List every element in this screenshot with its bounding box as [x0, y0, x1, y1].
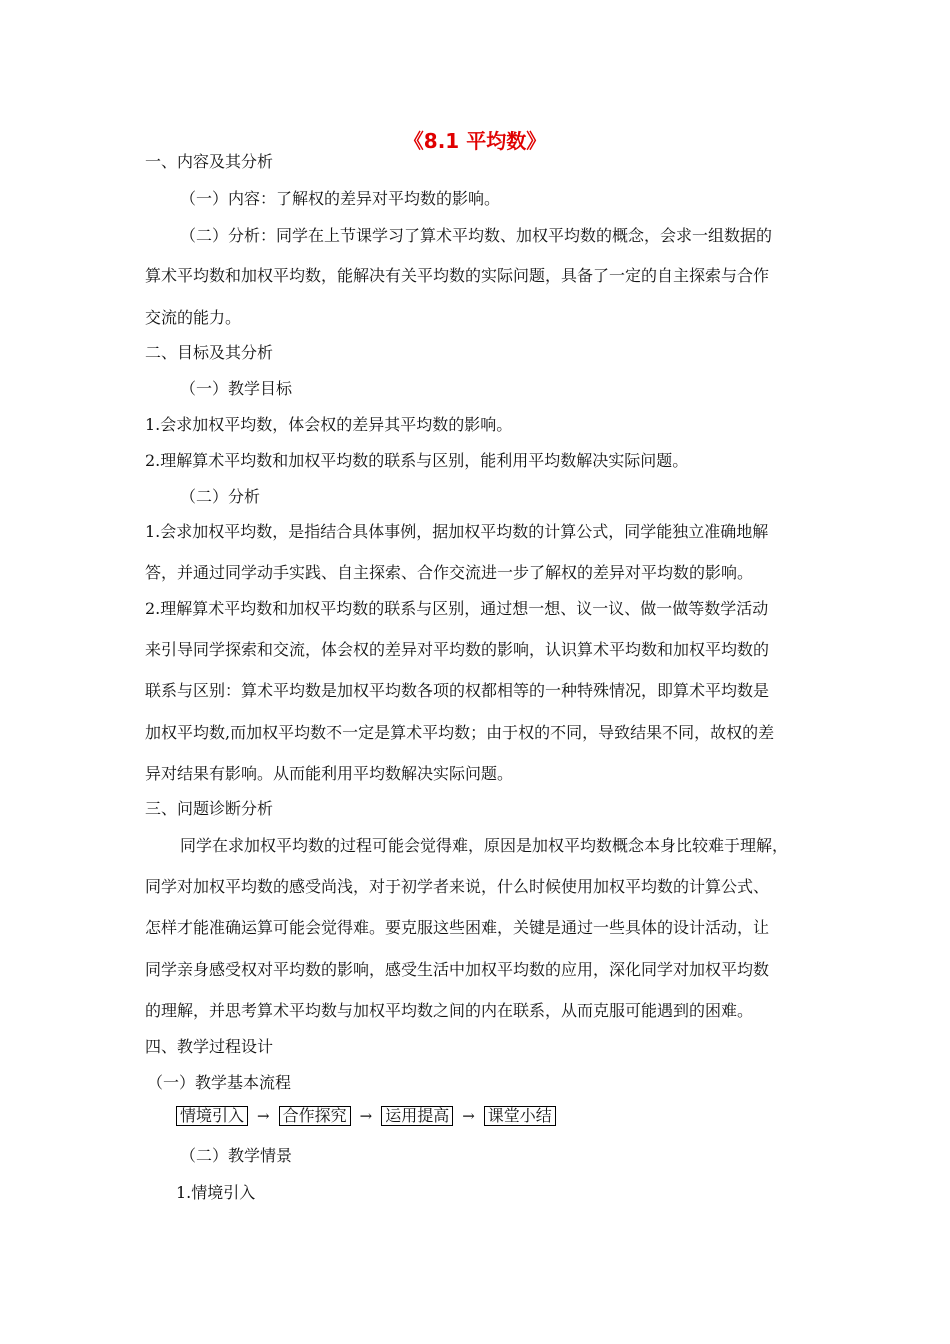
- section-1-analysis-line: 算术平均数和加权平均数，能解决有关平均数的实际问题，具备了一定的自主探索与合作: [145, 266, 770, 285]
- flow-step-explore: 合作探究: [279, 1106, 351, 1126]
- section-3-line: 同学在求加权平均数的过程可能会觉得难，原因是加权平均数概念本身比较难于理解，: [180, 836, 789, 855]
- section-3-line: 同学亲身感受权对平均数的影响，感受生活中加权平均数的应用，深化同学对加权平均数: [145, 960, 770, 979]
- analysis-line: 答，并通过同学动手实践、自主探索、合作交流进一步了解权的差异对平均数的影响。: [145, 563, 754, 582]
- analysis-line: 联系与区别：算术平均数是加权平均数各项的权都相等的一种特殊情况，即算术平均数是: [145, 681, 770, 700]
- analysis-line: 2.理解算术平均数和加权平均数的联系与区别，通过想一想、议一议、做一做等数学活动: [145, 599, 769, 618]
- section-3-line: 怎样才能准确运算可能会觉得难。要克服这些困难，关键是通过一些具体的设计活动，让: [145, 918, 770, 937]
- section-1-content: （一）内容：了解权的差异对平均数的影响。: [180, 189, 501, 208]
- analysis-line: 1.会求加权平均数，是指结合具体事例，据加权平均数的计算公式，同学能独立准确地解: [145, 522, 769, 541]
- teaching-flow: [176, 1106, 556, 1126]
- section-3-heading: 三、问题诊断分析: [145, 799, 274, 818]
- section-4-heading: 四、教学过程设计: [145, 1037, 274, 1056]
- analysis-line: 加权平均数,而加权平均数不一定是算术平均数；由于权的不同，导致结果不同，故权的差: [145, 723, 775, 742]
- section-3-line: 同学对加权平均数的感受尚浅，对于初学者来说，什么时候使用加权平均数的计算公式、: [145, 877, 770, 896]
- section-1-analysis-line: （二）分析：同学在上节课学习了算术平均数、加权平均数的概念，会求一组数据的: [180, 226, 773, 245]
- section-3-line: 的理解，并思考算术平均数与加权平均数之间的内在联系，从而克服可能遇到的困难。: [145, 1001, 754, 1020]
- analysis-heading: （二）分析: [180, 487, 261, 506]
- section-1-heading: 一、内容及其分析: [145, 152, 274, 171]
- scene-heading: （二）教学情景: [180, 1146, 293, 1165]
- flow-step-summary: 课堂小结: [484, 1106, 556, 1126]
- section-2-heading: 二、目标及其分析: [145, 343, 274, 362]
- goal-item: 1.会求加权平均数，体会权的差异其平均数的影响。: [145, 415, 513, 434]
- analysis-line: 来引导同学探索和交流，体会权的差异对平均数的影响，认识算术平均数和加权平均数的: [145, 640, 770, 659]
- arrow-right-icon: →: [257, 1107, 270, 1125]
- goal-item: 2.理解算术平均数和加权平均数的联系与区别，能利用平均数解决实际问题。: [145, 451, 689, 470]
- page-title: 《8.1 平均数》: [403, 129, 547, 153]
- flow-step-apply: 运用提高: [381, 1106, 453, 1126]
- flow-heading: （一）教学基本流程: [147, 1073, 292, 1092]
- flow-step-situation: 情境引入: [176, 1106, 248, 1126]
- arrow-right-icon: →: [462, 1107, 475, 1125]
- scene-item: 1.情境引入: [176, 1183, 256, 1202]
- goals-heading: （一）教学目标: [180, 379, 293, 398]
- analysis-line: 异对结果有影响。从而能利用平均数解决实际问题。: [145, 764, 514, 783]
- section-1-analysis-line: 交流的能力。: [145, 308, 242, 327]
- arrow-right-icon: →: [359, 1107, 373, 1125]
